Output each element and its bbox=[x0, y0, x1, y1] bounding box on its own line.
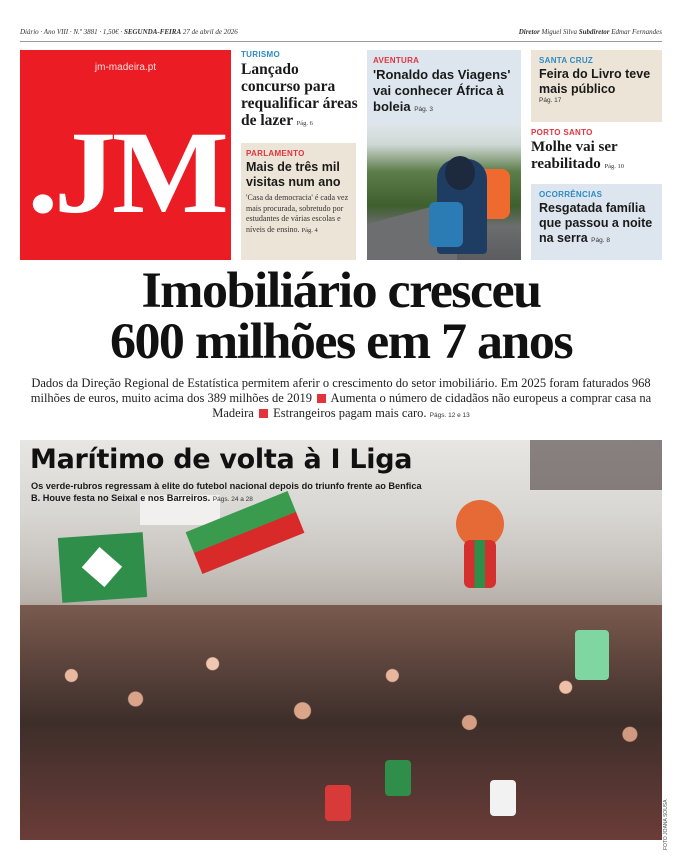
teaser-kicker: OCORRÊNCIAS bbox=[539, 190, 603, 199]
editors-info: Diretor Miguel Silva Subdiretor Edmar Fernandes bbox=[518, 28, 662, 36]
masthead-divider bbox=[20, 41, 662, 42]
teaser-body: 'Casa da democracia' é cada vez mais procurada, sobretudo por estudantes de várias escolas e níveis de ensino. Pág. 4 bbox=[246, 193, 349, 234]
photo-credit: FOTO JOANA SOUSA bbox=[663, 799, 669, 850]
teaser-turismo[interactable] bbox=[241, 50, 361, 132]
page-ref: Págs. 12 e 13 bbox=[429, 412, 470, 419]
jersey-shape bbox=[490, 780, 516, 816]
teaser-headline: 'Ronaldo das Viagens' vai conhecer África à boleia Pág. 3 bbox=[373, 67, 511, 114]
teaser-headline: Mais de três mil visitas num ano bbox=[246, 160, 341, 189]
teaser-kicker: SANTA CRUZ bbox=[539, 56, 594, 65]
page-ref: Pág. 17 bbox=[539, 97, 562, 104]
teaser-headline: Resgatada família que passou a noite na serra Pág. 8 bbox=[539, 201, 653, 245]
photo-story-headline[interactable]: Marítimo de volta à I Liga bbox=[30, 444, 413, 475]
page-ref: Pág. 3 bbox=[414, 106, 433, 113]
teaser-kicker: TURISMO bbox=[241, 50, 280, 59]
teaser-kicker: PARLAMENTO bbox=[246, 149, 305, 158]
lead-headline[interactable]: Imobiliário cresceu 600 milhões em 7 anos bbox=[109, 263, 573, 370]
jersey-shape bbox=[385, 760, 411, 796]
teaser-headline: Lançado concurso para requalificar áreas de lazer Pág. 6 bbox=[241, 61, 358, 129]
lead-standfirst: Dados da Direção Regional de Estatística permitem aferir o crescimento do setor imobiliário. Em 2025 foram faturados 968 milhões de euros, muito acima dos 389 milhões de 2019 Aumenta o número de cidadãos não europeus a comprar casa na Madeira Estrangeiros pagam mais caro. Págs. 12 e 13 bbox=[30, 376, 652, 420]
page-ref: Pág. 4 bbox=[301, 226, 318, 234]
teaser-ocorrencias[interactable] bbox=[531, 184, 662, 260]
page-ref: Pág. 10 bbox=[604, 163, 624, 170]
page-ref: Pág. 8 bbox=[591, 237, 610, 244]
teaser-headline: Feira do Livro teve mais público bbox=[539, 67, 651, 96]
celebrating-crowd-photo[interactable] bbox=[20, 440, 662, 840]
logo-url[interactable]: jm-madeira.pt bbox=[94, 62, 157, 73]
bullet-square-icon bbox=[259, 409, 268, 418]
screen-shape bbox=[530, 440, 662, 490]
teaser-porto-santo[interactable] bbox=[531, 128, 662, 175]
teaser-aventura[interactable] bbox=[367, 50, 521, 124]
issue-info: Diário · Ano VIII · N.º 3881 · 1,50€ · SEGUNDA-FEIRA 27 de abril de 2026 bbox=[20, 28, 238, 36]
masthead-info-bar bbox=[20, 28, 662, 40]
jersey-shape bbox=[325, 785, 351, 821]
bag-shape bbox=[429, 202, 463, 247]
page-ref: Págs. 24 a 28 bbox=[212, 496, 253, 503]
newspaper-logo[interactable] bbox=[20, 50, 231, 260]
teaser-kicker: AVENTURA bbox=[373, 56, 420, 65]
logo-mark: .JM bbox=[27, 107, 225, 238]
page-ref: Pág. 6 bbox=[296, 120, 313, 127]
flag-shape bbox=[58, 532, 147, 603]
teaser-headline: Molhe vai ser reabilitado Pág. 10 bbox=[531, 139, 624, 172]
teaser-parlamento[interactable] bbox=[241, 143, 356, 260]
teaser-kicker: PORTO SANTO bbox=[531, 128, 593, 137]
jersey-shape bbox=[575, 630, 609, 680]
teaser-santa-cruz[interactable] bbox=[531, 50, 662, 122]
hitchhiker-photo[interactable] bbox=[367, 124, 521, 260]
helmet-shape bbox=[445, 156, 475, 190]
photo-story-subhead: Os verde-rubros regressam à elite do futebol nacional depois do triunfo frente ao Benfica B. Houve festa no Seixal e nos Barreiros. Págs. 24 a 28 bbox=[31, 481, 422, 503]
bullet-square-icon bbox=[317, 394, 326, 403]
mascot-shape bbox=[450, 500, 510, 590]
